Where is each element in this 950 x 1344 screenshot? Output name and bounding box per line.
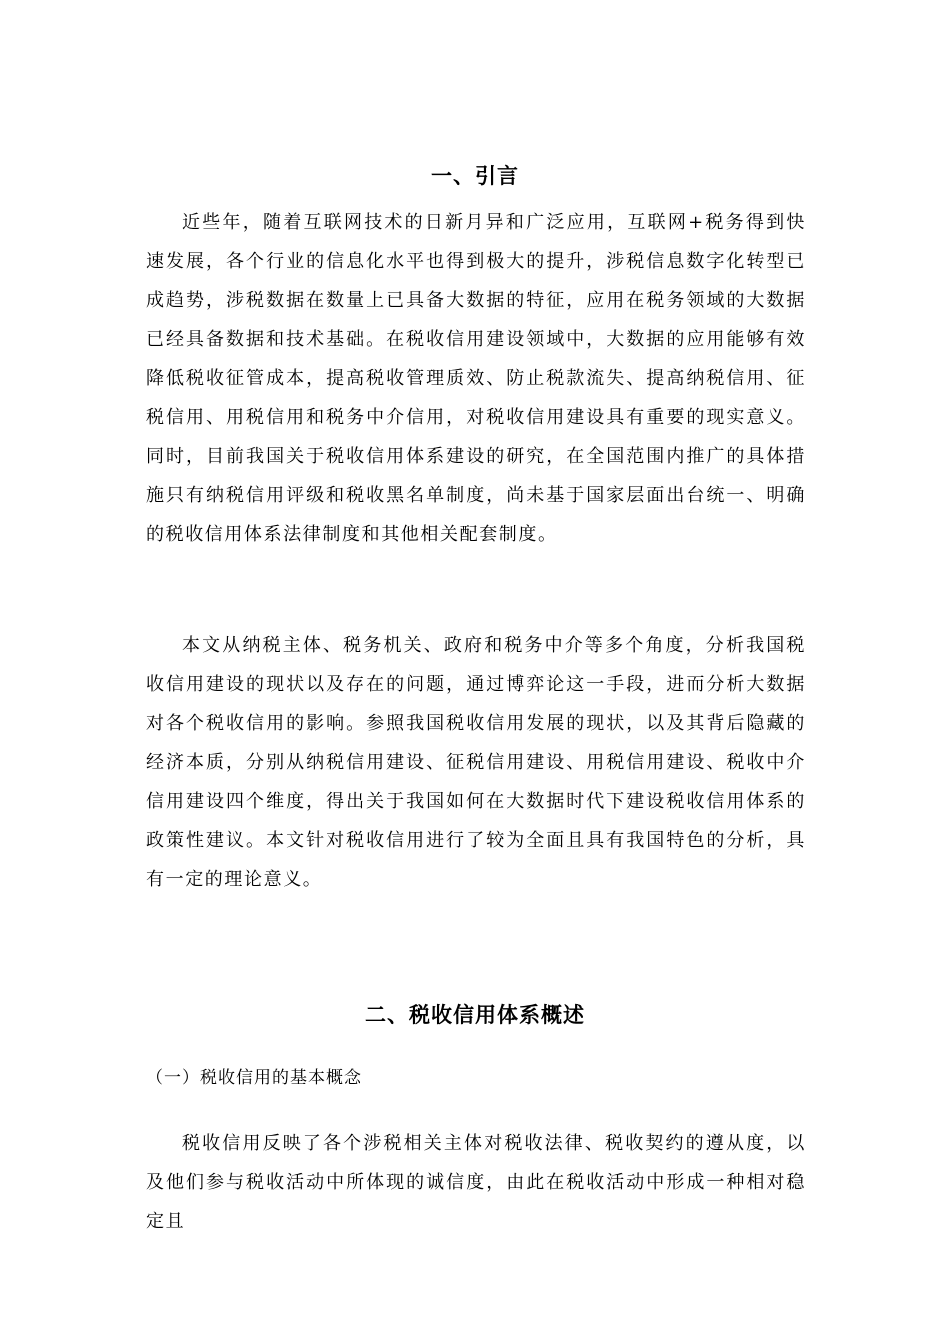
section-heading-overview: 二、税收信用体系概述	[365, 1003, 585, 1028]
section-heading-introduction: 一、引言	[431, 164, 519, 189]
subsection-heading-basic-concept: （一）税收信用的基本概念	[146, 1068, 362, 1088]
paragraph-intro-background: 近些年，随着互联网技术的日新月异和广泛应用，互联网+税务得到快速发展，各个行业的信息化水平也得到极大的提升，涉税信息数字化转型已成趋势，涉税数据在数量上已具备大数据的特征，应用在税务领域的大数据已经具备数据和技术基础。在税收信用建设领域中，大数据的应用能够有效降低税收征管成本，提高税收管理质效、防止税款流失、提高纳税信用、征税信用、用税信用和税务中介信用，对税收信用建设具有重要的现实意义。同时，目前我国关于税收信用体系建设的研究，在全国范围内推广的具体措施只有纳税信用评级和税收黑名单制度，尚未基于国家层面出台统一、明确的税收信用体系法律制度和其他相关配套制度。	[146, 212, 806, 545]
paragraph-intro-scope: 本文从纳税主体、税务机关、政府和税务中介等多个角度，分析我国税收信用建设的现状以及存在的问题，通过博弈论这一手段，进而分析大数据对各个税收信用的影响。参照我国税收信用发展的现状，以及其背后隐藏的经济本质，分别从纳税信用建设、征税信用建设、用税信用建设、税收中介信用建设四个维度，得出关于我国如何在大数据时代下建设税收信用体系的政策性建议。本文针对税收信用进行了较为全面且具有我国特色的分析，具有一定的理论意义。	[146, 635, 806, 890]
paragraph-basic-concept: 税收信用反映了各个涉税相关主体对税收法律、税收契约的遵从度，以及他们参与税收活动中所体现的诚信度，由此在税收活动中形成一种相对稳定且	[146, 1133, 806, 1232]
